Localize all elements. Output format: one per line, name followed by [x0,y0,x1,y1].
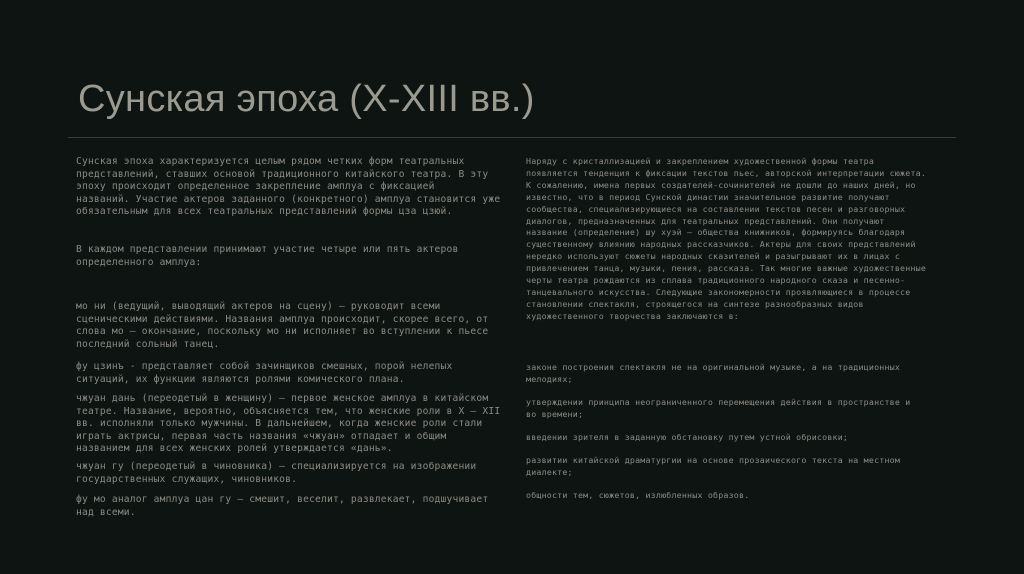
role-zhuan-gu-paragraph: чжуан гу (переодетый в чиновника) – специализируется на изображении государственных служащих, чиновников. [76,461,477,485]
actors-intro-paragraph: В каждом представлении принимают участие четыре или пять актеров определенного амплуа: [76,244,459,268]
role-zhuan-dan-paragraph: чжуан дань (переодетый в женщину) – первое женское амплуа в китайском театре. Название, вероятно, объясняется тем, что женские роли в X – XII вв. исполняли только мужчины. В дальнейшем, когда женские роли стали играть актрисы, первая часть названия «чжуан» отпадает и общим названием для всех женских ролей утверждается «дань». [76,393,501,455]
role-mo-ni-paragraph: мо ни (ведущий, выводящий актеров на сцену) – руководит всеми сценическими действиями. Названия амплуа происходит, скорее всего, от слова мо – окончание, поскольку мо ни исполняет во вступлении к пьесе последний сольный танец. [76,301,489,350]
intro-paragraph: Сунская эпоха характеризуется целым рядом четких форм театральных представлений, ставших основой традиционного китайского театра. В эту эпоху происходит определенное закрепление амплуа с фиксацией названий. Участие актеров заданного (конкретного) амплуа становится уже обязательным для всех театральных представлений формы цза цзюй. [76,156,501,218]
principle-movement-item: утверждении принципа неограниченного перемещения действия в пространстве и во времени; [526,397,911,419]
title-divider [68,137,956,138]
principle-themes-item: общности тем, сюжетов, излюбленных образов. [526,490,750,500]
role-fu-mo-paragraph: фу мо аналог амплуа цан гу – смешит, веселит, развлекает, подшучивает над всеми. [76,494,489,518]
principle-dialect-item: развитии китайской драматургии на основе прозаического текста на местном диалекте; [526,455,901,477]
principle-narration-item: введении зрителя в заданную обстановку путем устной обрисовки; [526,432,849,442]
principle-music-item: законе построения спектакля не на оригинальной музыке, а на традиционных мелодиях; [526,362,901,384]
crystallization-paragraph: Наряду с кристаллизацией и закреплением художественной формы театра появляется тенденция к фиксации текстов пьес, авторской интерпретации сюжета. К сожалению, имена первых создателей-сочинителей не дошли до наших дней, но известно, что в период Сунской династии значительное развитие получают сообщества, специализирующиеся на составлении текстов песен и разговорных диалогов, предназначенных для театральных представлений. Они получают название (определение) шу хуэй – общества книжников, формируясь благодаря существенному влиянию народных рассказчиков. Актеры для своих представлений нередко используют сюжеты народных сказителей и разыгрывают их в лицах с привлечением танца, музыки, пения, рассказа. Так многие важные художественные черты театра рождаются из сплава традиционного народного сказа и песенно- танцевального искусства. Следующие закономерности проявляющиеся в процессе становлении спектакля, строящегося на синтезе разнообразных видов художественного творчества заключаются в: [526,156,927,321]
role-fu-tszin-paragraph: фу цзинъ - представляет собой зачинщиков смешных, порой нелепых ситуаций, их функции являются ролями комического плана. [76,361,453,385]
slide-title: Сунская эпоха (X-XIII вв.) [78,78,535,120]
